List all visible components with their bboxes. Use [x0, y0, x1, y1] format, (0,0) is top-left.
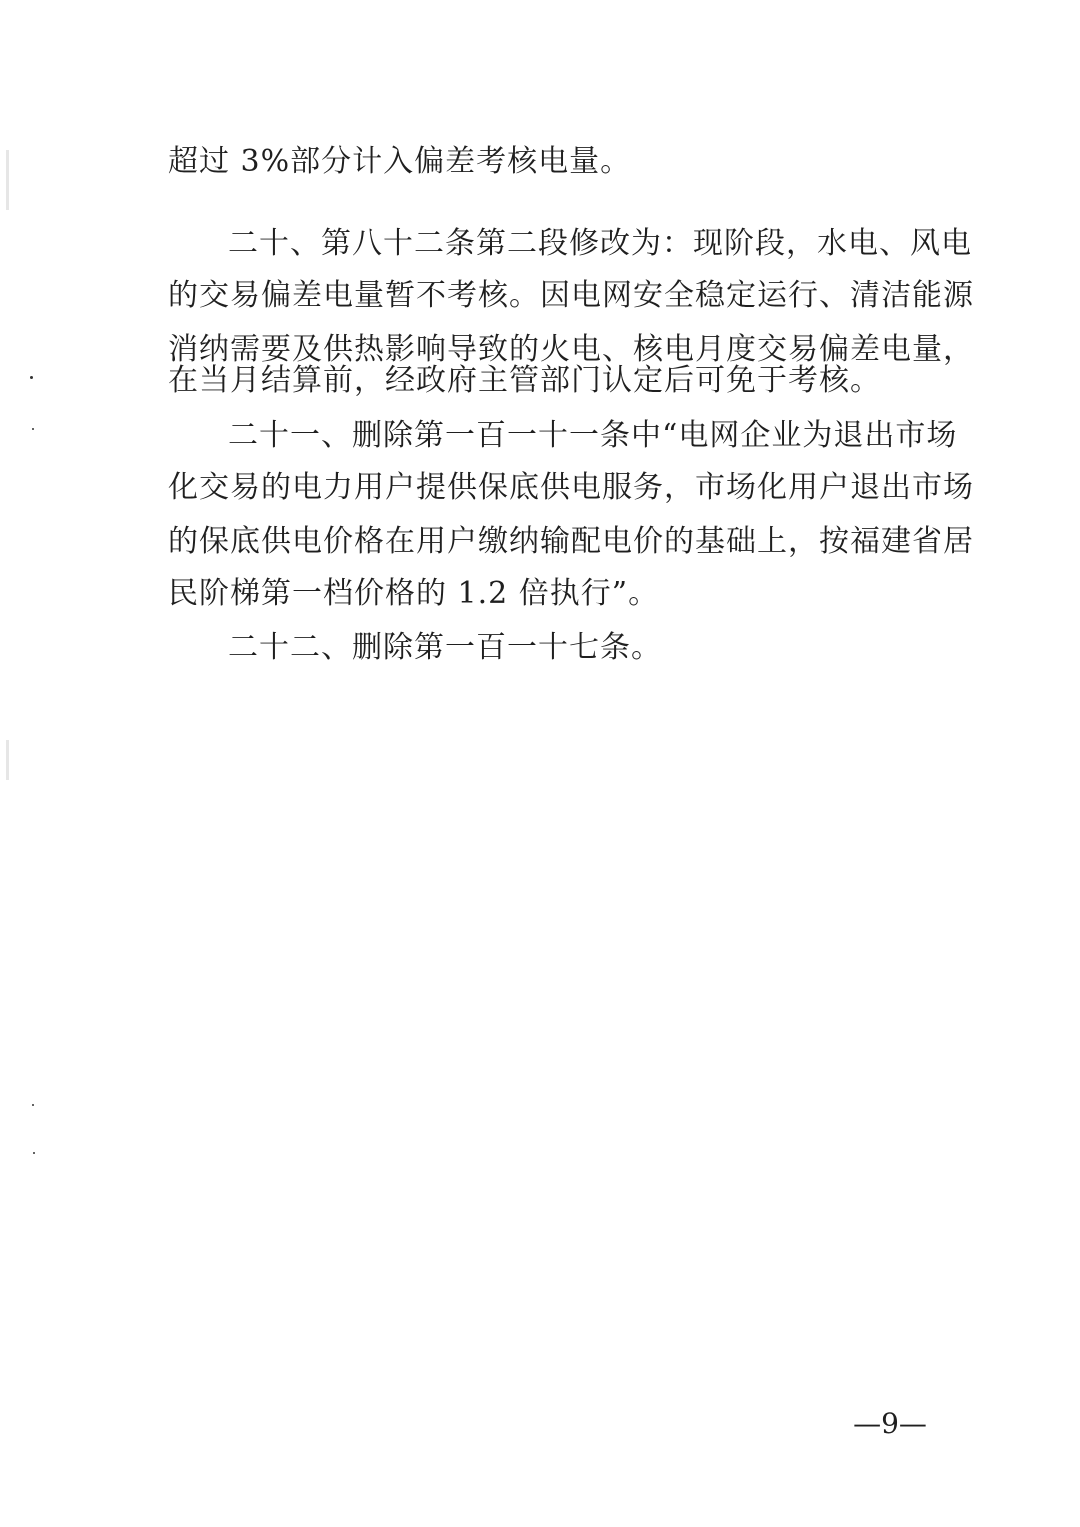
scan-speck [30, 376, 33, 379]
paragraph-line: 二十二、删除第一百一十七条。 [228, 630, 662, 665]
paragraph-line: 化交易的电力用户提供保底供电服务，市场化用户退出市场 [168, 470, 974, 505]
page-number: —9— [853, 1407, 927, 1440]
paragraph-line: 消纳需要及供热影响导致的火电、核电月度交易偏差电量， [168, 332, 974, 367]
scan-speck [33, 1152, 35, 1154]
scan-edge-mark [6, 740, 9, 780]
paragraph-line: 二十一、删除第一百一十一条中“电网企业为退出市场 [228, 418, 958, 453]
scan-speck [32, 1104, 34, 1106]
paragraph-line: 二十、第八十二条第二段修改为：现阶段，水电、风电 [228, 226, 972, 261]
paragraph-line: 的交易偏差电量暂不考核。因电网安全稳定运行、清洁能源 [168, 278, 974, 313]
scan-edge-mark [6, 150, 9, 210]
paragraph-line: 在当月结算前，经政府主管部门认定后可免于考核。 [168, 363, 881, 398]
paragraph-line: 超过 3%部分计入偏差考核电量。 [168, 144, 632, 179]
paragraph-line: 民阶梯第一档价格的 1.2 倍执行”。 [168, 576, 660, 611]
paragraph-line: 的保底供电价格在用户缴纳输配电价的基础上，按福建省居 [168, 524, 974, 559]
scan-speck [32, 428, 34, 430]
